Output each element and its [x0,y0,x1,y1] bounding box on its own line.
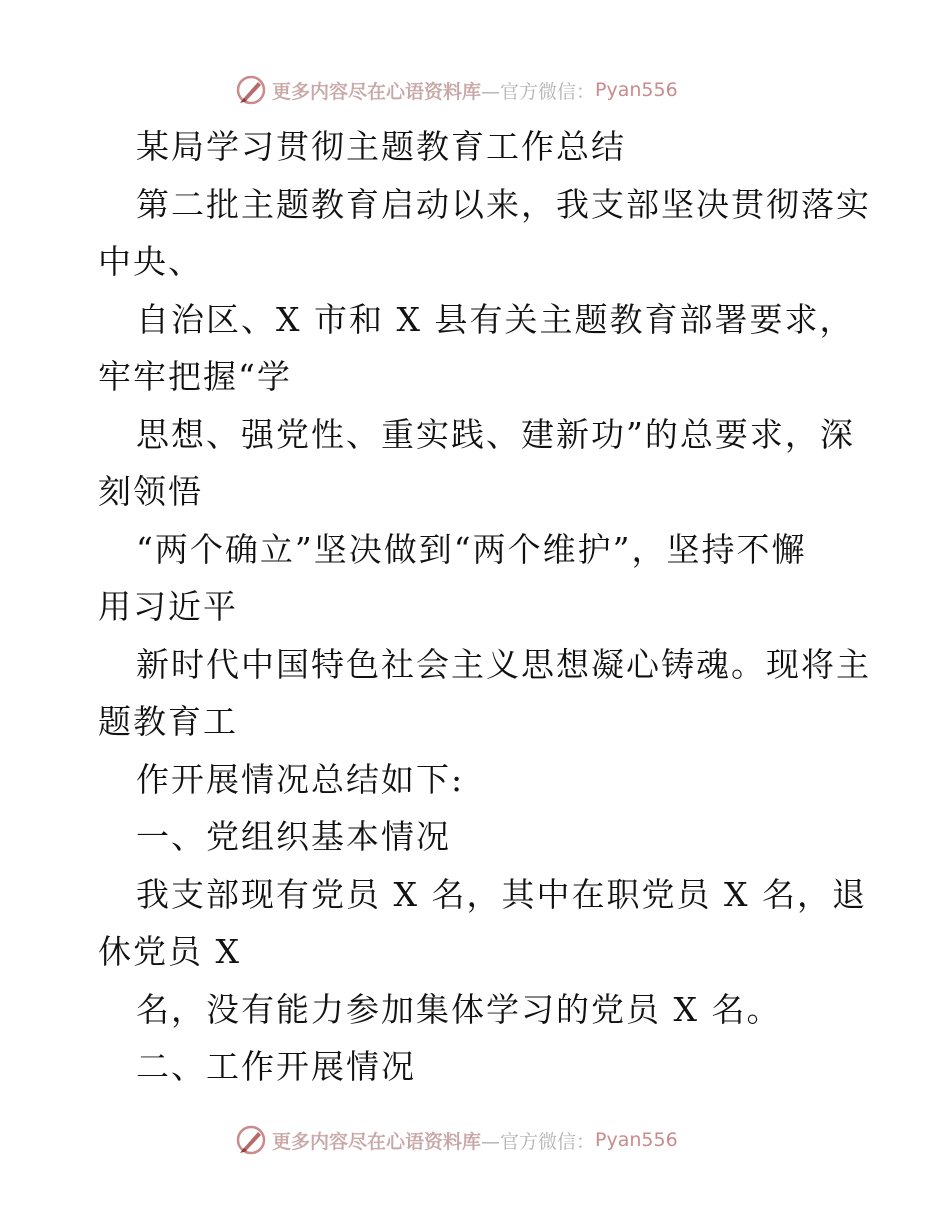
paragraph-line: 作开展情况总结如下: [136,759,465,799]
paragraph-line: 中央、 [98,242,203,281]
banner-wechat-id: Pyan556 [595,1129,678,1151]
footer-watermark-banner [234,1122,678,1158]
paragraph-line: 思想、强党性、重实践、建新功”的总要求，深 [136,414,855,454]
section-heading: 一、党组织基本情况 [136,817,451,856]
paragraph-line: 刻领悟 [98,472,203,511]
document-body [98,118,871,1096]
paragraph-line: 题教育工 [98,702,238,741]
banner-main-text: 更多内容尽在心语资料库 [272,1130,482,1153]
banner-sub-text: —官方微信： [481,1130,596,1153]
paragraph-line: “两个确立”坚决做到“两个维护”，坚持不懈 [136,529,807,569]
header-watermark-banner [234,72,678,108]
section-heading: 二、工作开展情况 [136,1047,416,1086]
pen-logo-icon [234,1123,268,1157]
paragraph-line: 用习近平 [98,587,238,626]
paragraph-line: 我支部现有党员 X 名，其中在职党员 X 名，退 [136,874,867,914]
banner-sub-text: —官方微信： [481,80,596,103]
paragraph-line: 自治区、X 市和 X 县有关主题教育部署要求， [136,299,855,339]
paragraph-line: 牢牢把握“学 [98,357,292,396]
paragraph-line: 名，没有能力参加集体学习的党员 X 名。 [136,989,782,1029]
banner-main-text: 更多内容尽在心语资料库 [272,80,482,103]
paragraph-line: 第二批主题教育启动以来，我支部坚决贯彻落实 [136,184,871,224]
paragraph-line: 休党员 X [98,932,241,971]
pen-logo-icon [234,73,268,107]
document-title: 某局学习贯彻主题教育工作总结 [136,127,626,166]
banner-wechat-id: Pyan556 [595,79,678,101]
paragraph-line: 新时代中国特色社会主义思想凝心铸魂。现将主 [136,644,871,684]
